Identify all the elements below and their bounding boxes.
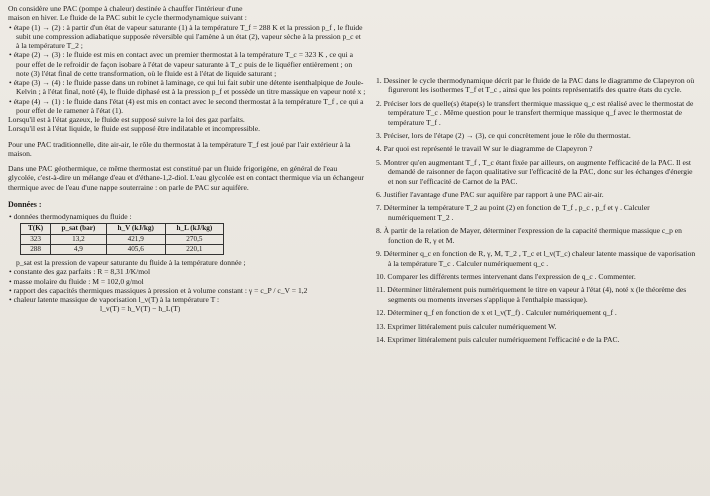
question-14: 14. Exprimer littéralement puis calculer numériquement l'efficacité e de la PAC. bbox=[376, 334, 620, 344]
donnees-heading: Données : bbox=[8, 199, 42, 209]
question-9: 9. Déterminer q_c en fonction de R, γ, M, T_2 , T_c et l_v(T_c) chaleur latente massique de vaporisation à la température T_c . Calculer numériquement q_c . bbox=[376, 249, 696, 268]
paragraph-geothermal: Dans une PAC géothermique, ce même thermostat est constitué par un fluide frigorigène, en général de l'eau glycolée, c'est-à-dire un mélange d'eau et d'éthane-1,2-diol. L'eau glycolée est en contact thermique via un échangeur thermique avec de l'eau d'une nappe souterraine : on parle de PAC sur aquifère. bbox=[8, 164, 364, 192]
question-10: 10. Comparer les différents termes intervenant dans l'expression de q_c . Commenter. bbox=[376, 271, 636, 281]
table-header-row bbox=[21, 224, 224, 234]
question-3: 3. Préciser, lors de l'étape (2) → (3), ce qui concrètement joue le rôle du thermostat. bbox=[376, 131, 631, 141]
question-5: 5. Montrer qu'en augmentant T_f , T_c étant fixée par ailleurs, on augmente l'efficacité de la PAC. Il est demandé de raisonner de façon qualitative sur l'efficacité de la PAC, donc sur les échanges d'énergie et non sur l'efficacité de Carnot de la PAC. bbox=[376, 157, 693, 186]
table-cell: 270,5 bbox=[165, 234, 223, 244]
questions-column bbox=[376, 4, 698, 348]
table-cell: 421,9 bbox=[106, 234, 165, 244]
col-header-T: T(K) bbox=[21, 224, 51, 234]
table-cell: 405,6 bbox=[106, 244, 165, 254]
table-cell: 323 bbox=[21, 234, 51, 244]
latent-heat-formula: l_v(T) = h_V(T) − h_L(T) bbox=[100, 304, 181, 314]
step-4-1: • étape (4) → (1) : le fluide dans l'état (4) est mis en contact avec le second thermostat à la température T_f , ce qui a pour effet de le ramener à l'état (1). bbox=[8, 97, 366, 116]
table-row bbox=[21, 234, 224, 244]
question-7: 7. Déterminer la température T_2 au point (2) en fonction de T_f , p_c , p_f et γ . Calculer numériquement T_2 . bbox=[376, 203, 650, 222]
left-column bbox=[8, 4, 366, 348]
paragraph-gas: Lorsqu'il est à l'état gazeux, le fluide est supposé suivre la loi des gaz parfaits. bbox=[8, 115, 245, 124]
question-12: 12. Déterminer q_f en fonction de x et l_v(T_f) . Calculer numériquement q_f . bbox=[376, 308, 617, 318]
question-4: 4. Par quoi est représenté le travail W sur le diagramme de Clapeyron ? bbox=[376, 144, 593, 154]
step-3-4: • étape (3) → (4) : le fluide passe dans un robinet à laminage, ce qui lui fait subir une détente isenthalpique de Joule-Kelvin ; à l'état final, noté (4), le fluide diphasé est à la pression p_f et possède un titre massique en vapeur noté x ; bbox=[8, 78, 366, 97]
data-item-latent-heat: • chaleur latente massique de vaporisation l_v(T) à la température T : bbox=[8, 295, 366, 304]
col-header-psat: p_sat (bar) bbox=[51, 224, 106, 234]
data-item-gamma: • rapport des capacités thermiques massiques à pression et à volume constant : γ = c_P / c_V = 1,2 bbox=[8, 286, 366, 295]
table-intro: • données thermodynamiques du fluide : bbox=[8, 212, 366, 221]
question-13: 13. Exprimer littéralement puis calculer numériquement W. bbox=[376, 321, 557, 331]
psat-note: p_sat est la pression de vapeur saturante du fluide à la température donnée ; bbox=[16, 258, 246, 267]
col-header-hl: h_L (kJ/kg) bbox=[165, 224, 223, 234]
step-1-2: • étape (1) → (2) : à partir d'un état de vapeur saturante (1) à la température T_f = 288 K et la pression p_f , le fluide subit une compression adiabatique supposée réversible qui l'amène à un état (2), vapeur sèche à la pression p_c et à la température T_2 ; bbox=[8, 23, 366, 51]
question-8: 8. À partir de la relation de Mayer, déterminer l'expression de la capacité thermique massique c_p en fonction de R, γ et M. bbox=[376, 226, 682, 245]
data-item-M: • masse molaire du fluide : M = 102,0 g/mol bbox=[8, 277, 366, 286]
table-row bbox=[21, 244, 224, 254]
question-1: 1. Dessiner le cycle thermodynamique décrit par le fluide de la PAC dans le diagramme de Clapeyron où figureront les isothermes T_f et T_c , ainsi que les points représentatifs des quatre états du cycle. bbox=[376, 76, 695, 95]
thermo-table bbox=[20, 223, 224, 255]
table-cell: 288 bbox=[21, 244, 51, 254]
question-6: 6. Justifier l'avantage d'une PAC sur aquifère par rapport à une PAC air-air. bbox=[376, 190, 604, 200]
table-cell: 220,1 bbox=[165, 244, 223, 254]
data-item-R: • constante des gaz parfaits : R = 8,31 J/K/mol bbox=[8, 267, 366, 276]
paragraph-air-air: Pour une PAC traditionnelle, dite air-air, le rôle du thermostat à la température T_f est joué par l'air extérieur à la maison. bbox=[8, 139, 351, 158]
table-cell: 13,2 bbox=[51, 234, 106, 244]
paragraph-liquid: Lorsqu'il est à l'état liquide, le fluide est supposé être indilatable et incompressible. bbox=[8, 124, 260, 134]
intro-line-2: maison en hiver. Le fluide de la PAC subit le cycle thermodynamique suivant : bbox=[8, 13, 247, 23]
table-cell: 4,9 bbox=[51, 244, 106, 254]
col-header-hv: h_V (kJ/kg) bbox=[106, 224, 165, 234]
step-2-3: • étape (2) → (3) : le fluide est mis en contact avec un premier thermostat à la température T_c = 323 K , ce qui a pour effet de le refroidir de façon isobare à l'état de vapeur saturante à T_c puis de le liquéfier entièrement ; on note (3) l'état final de cette transformation, où le fluide est à l'état de liquide saturant ; bbox=[8, 50, 366, 78]
question-11: 11. Déterminer littéralement puis numériquement le titre en vapeur à l'état (4), noté x (le théorème des segments ou moments inverses s'applique à l'enthalpie massique). bbox=[376, 285, 687, 304]
question-2: 2. Préciser lors de quelle(s) étape(s) le transfert thermique massique q_c est réalisé avec le thermostat de température T_c . Même question pour le transfert thermique massique q_f avec le thermostat de température T_f . bbox=[376, 98, 694, 127]
intro-line-1: On considère une PAC (pompe à chaleur) destinée à chauffer l'intérieur d'une bbox=[8, 4, 243, 13]
